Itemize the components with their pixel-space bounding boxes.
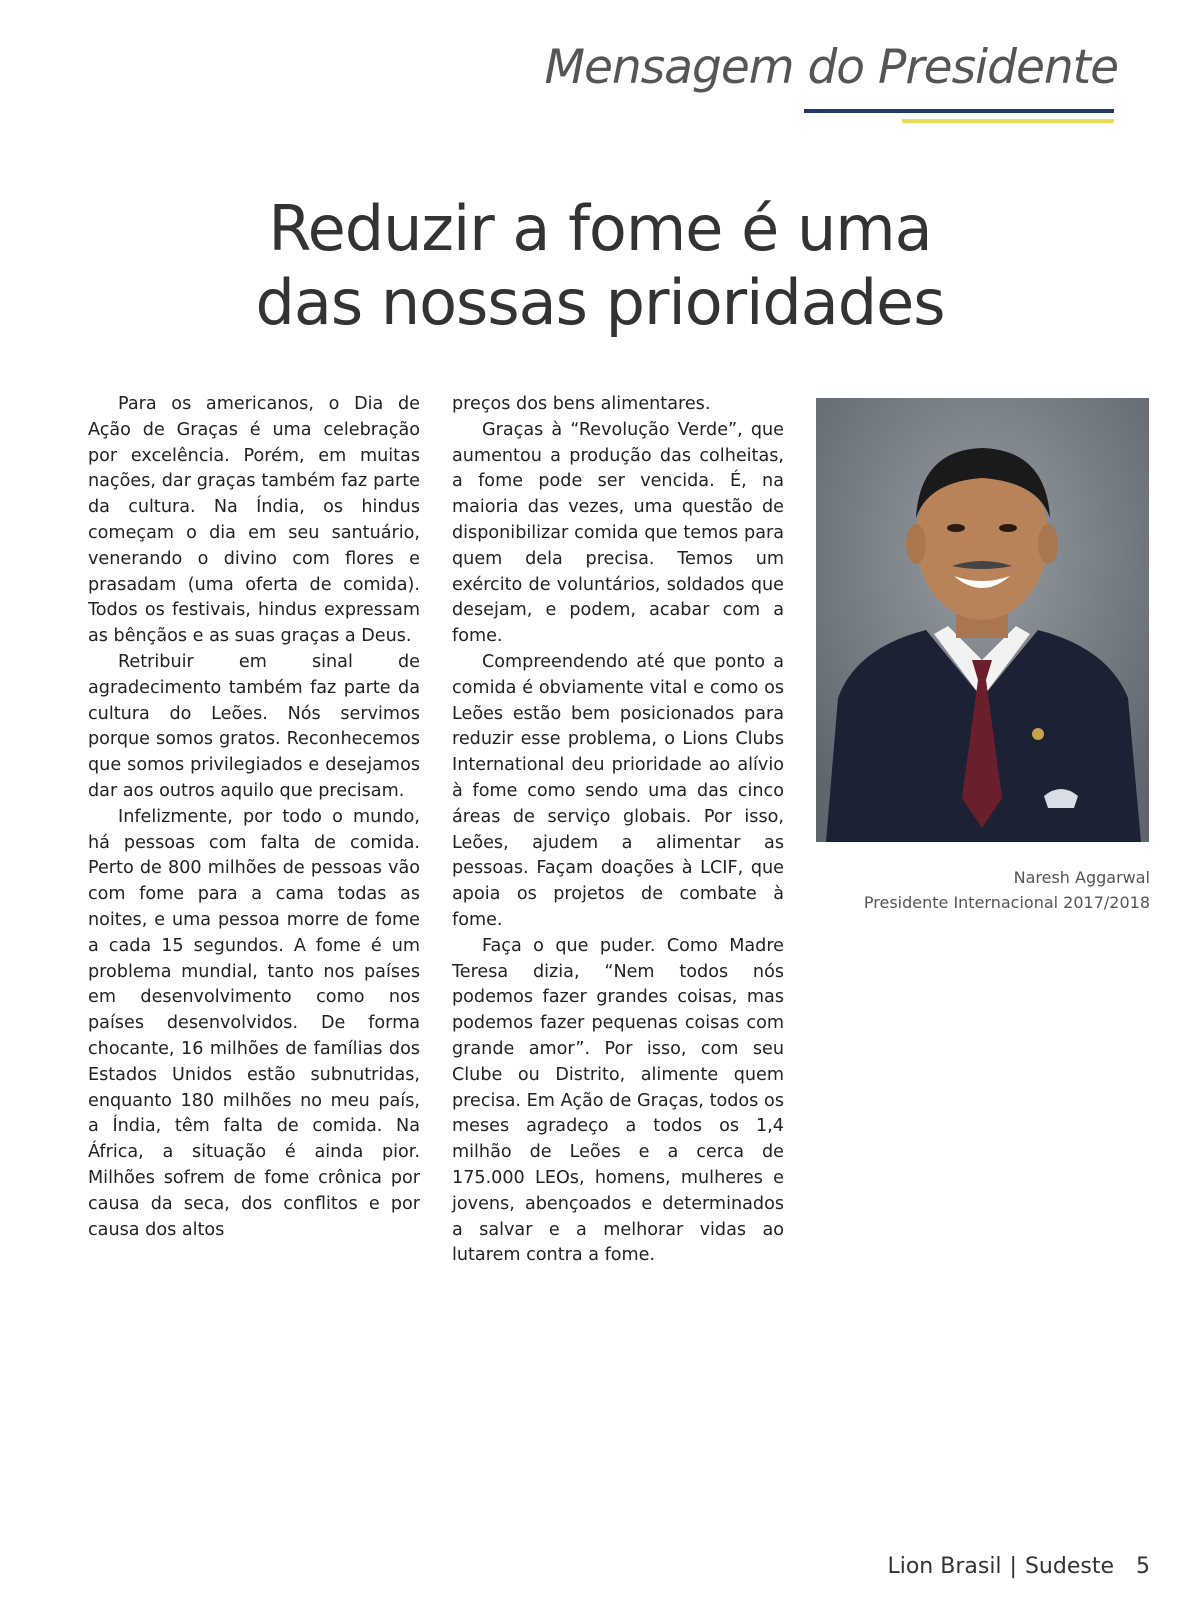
- header-rule-yellow: [902, 119, 1114, 123]
- article-column-1: [88, 392, 420, 1243]
- page-number: 5: [1136, 1554, 1150, 1579]
- section-title: Mensagem do Presidente: [544, 40, 1118, 95]
- section-header: [544, 40, 1118, 95]
- paragraph: Compreendendo até que ponto a comida é obviamente vital e como os Leões estão bem posicionados para reduzir esse problema, o Lions Clubs International deu prioridade ao alívio à fome como sendo uma das cinco áreas de serviço globais. Por isso, Leões, ajudem a alimentar as pessoas. Façam doações à LCIF, que apoia os projetos de combate à fome.: [452, 651, 784, 930]
- article-column-2: [452, 392, 784, 1269]
- paragraph: Infelizmente, por todo o mundo, há pessoas com falta de comida. Perto de 800 milhões de pessoas vão com fome para a cama todas as noites, e uma pessoa morre de fome a cada 15 segundos. A fome é um problema mundial, tanto nos países em desenvolvimento como nos países desenvolvidos. De forma chocante, 16 milhões de famílias dos Estados Unidos estão subnutridas, enquanto 180 milhões no meu país, a Índia, têm falta de comida. Na África, a situação é ainda pior. Milhões sofrem de fome crônica por causa da seca, dos conflitos e por causa dos altos: [88, 806, 420, 1240]
- photo-caption: [864, 865, 1150, 915]
- footer-magazine: Lion Brasil: [887, 1554, 1002, 1579]
- paragraph: Retribuir em sinal de agradecimento também faz parte da cultura do Leões. Nós servimos porque somos gratos. Reconhecemos que somos privilegiados e desejamos dar aos outros aquilo que precisam.: [88, 651, 420, 801]
- headline-line-1: Reduzir a fome é uma: [268, 192, 932, 265]
- headline-line-2: das nossas prioridades: [255, 266, 945, 339]
- caption-name: Naresh Aggarwal: [1013, 868, 1150, 887]
- paragraph-continuation: preços dos bens alimentares.: [452, 394, 711, 414]
- caption-role: Presidente Internacional 2017/2018: [863, 893, 1150, 912]
- paragraph: Para os americanos, o Dia de Ação de Graças é uma celebração por excelência. Porém, em muitas nações, dar graças também faz parte da cultura. Na Índia, os hindus começam o dia em seu santuário, venerando o divino com flores e prasadam (uma oferta de comida). Todos os festivais, hindus expressam as bênçãos e as suas graças a Deus.: [88, 394, 420, 647]
- portrait-illustration: [816, 398, 1149, 842]
- paragraph: Faça o que puder. Como Madre Teresa dizia, “Nem todos nós podemos fazer grandes coisas, mas podemos fazer pequenas coisas com grande amor”. Por isso, com seu Clube ou Distrito, alimente quem precisa. Em Ação de Graças, todos os meses agradeço a todos os 1,4 milhão de Leões e a cerca de 175.000 LEOs, homens, mulheres e jovens, abençoados e determinados a salvar e a melhorar vidas ao lutarem contra a fome.: [452, 935, 784, 1266]
- page-footer: [887, 1554, 1150, 1579]
- president-portrait: [816, 398, 1149, 842]
- footer-region: Sudeste: [1024, 1554, 1114, 1579]
- footer-separator: |: [1009, 1554, 1017, 1579]
- paragraph: Graças à “Revolução Verde”, que aumentou a produção das colheitas, a fome pode ser vencida. É, na maioria das vezes, uma questão de disponibilizar comida que temos para quem dela precisa. Temos um exército de voluntários, soldados que desejam, e podem, acabar com a fome.: [452, 419, 784, 647]
- header-rule-blue: [804, 109, 1114, 113]
- article-headline: [0, 192, 1200, 340]
